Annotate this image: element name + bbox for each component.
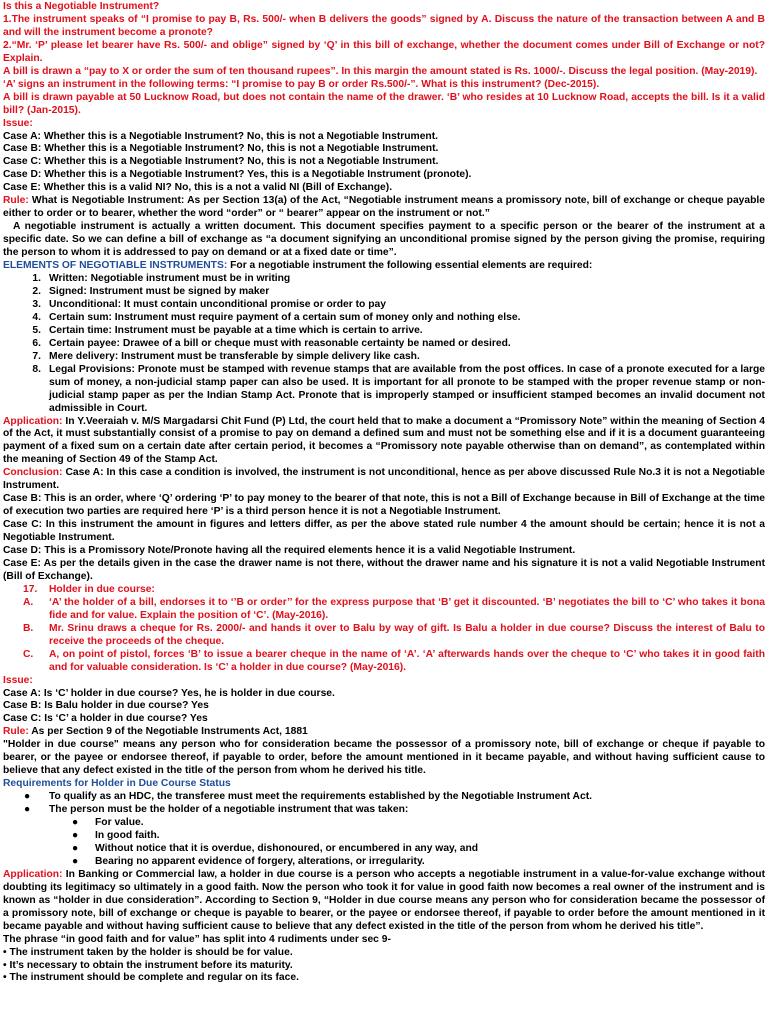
rule-definition-paragraph: A negotiable instrument is actually a written document. This document specifies payment to a specific person or the bearer of the instrument at a specific date. So we can define a bill of exchange as “a document signifying an unconditional promise signed by the person giving the promise, requiring the person to whom it is addressed to pay on demand or at a fixed date or time”. [3, 221, 765, 259]
bullet-icon: ● [72, 842, 79, 854]
application-2-point-3: • The instrument should be complete and regular on its face. [3, 972, 299, 984]
list-number: 4. [32, 311, 41, 323]
hdc-letter: C. [23, 648, 34, 660]
application-paragraph [3, 416, 765, 468]
list-text: To qualify as an HDC, the transferee must meet the requirements established by the Negotiable Instrument Act. [49, 791, 592, 803]
rule-2-text: As per Section 9 of the Negotiable Instruments Act, 1881 [28, 726, 308, 738]
list-item [3, 312, 765, 325]
list-number: 8. [32, 363, 41, 375]
list-text: Bearing no apparent evidence of forgery, alterations, or irregularity. [95, 855, 425, 867]
issue-case-e: Case E: Whether this is a valid NI? No, this is a not a valid NI (Bill of Exchange). [3, 182, 393, 194]
list-number: 7. [32, 350, 41, 362]
hdc-letter: A. [23, 596, 34, 608]
list-text: Unconditional: It must contain unconditional promise or order to pay [49, 298, 386, 310]
list-number: 5. [32, 324, 41, 336]
list-item [3, 817, 765, 830]
hdc-title: Holder in due course: [49, 583, 155, 595]
requirements-list [3, 791, 765, 817]
question-3: A bill is drawn a “pay to X or order the sum of ten thousand rupees”. In this margin the amount stated is Rs. 1000/-. Discuss the legal position. (May-2019). [3, 65, 758, 77]
list-text: For value. [95, 817, 144, 829]
requirements-sublist [3, 817, 765, 869]
list-number: 3. [32, 298, 41, 310]
questions-title: Is this a Negotiable Instrument? [3, 1, 160, 12]
application-2-point-1: • The instrument taken by the holder is should be for value. [3, 946, 293, 958]
requirements-heading: Requirements for Holder in Due Course Status [3, 778, 231, 790]
question-4: ‘A’ signs an instrument in the following terms: “I promise to pay B or order Rs.500/-”. What is this instrument? (Dec-2015). [3, 78, 600, 90]
list-text: Certain sum: Instrument must require payment of a certain sum of money only and nothing else. [49, 311, 521, 323]
application-2-phrase: The phrase “in good faith and for value” has split into 4 rudiments under sec 9- [3, 933, 391, 945]
hdc-text: Mr. Srinu draws a cheque for Rs. 2000/- and hands it over to Balu by way of gift. Is Balu a holder in due course? Discuss the interest of Balu to receive the proceeds of the cheque. [49, 622, 765, 647]
hdc-letter: B. [23, 622, 34, 634]
bullet-icon: ● [24, 804, 31, 816]
issue-2-case-a: Case A: Is ‘C’ holder in due course? Yes, he is holder in due course. [3, 687, 335, 699]
list-item [3, 830, 765, 843]
rule-paragraph [3, 195, 765, 221]
question-2: 2.“Mr. ‘P’ please let bearer have Rs. 500/- and oblige” signed by ‘Q’ in this bill of exchange, whether the document comes under Bill of Exchange or not? Explain. [3, 39, 765, 64]
issue-case-b: Case B: Whether this is a Negotiable Instrument? No, this is not a Negotiable Instrument. [3, 143, 439, 155]
list-text: Mere delivery: Instrument must be transferable by simple delivery like cash. [49, 350, 420, 362]
list-item [3, 351, 765, 364]
hdc-question-a [3, 597, 765, 623]
list-item [3, 299, 765, 312]
list-text: Signed: Instrument must be signed by maker [49, 285, 270, 297]
list-text: Written: Negotiable instrument must be in writing [49, 273, 291, 285]
application-text: In Y.Veeraiah v. M/S Margadarsi Chit Fund (P) Ltd, the court held that to make a document a “Promissory Note” within the meaning of Section 4 of the Act, it must substantially consist of a promise to pay on demand a defined sum and must not be something else and if it is a document guaranteeing payment of a fixed sum on a certain date after certain period, it becomes a “Promissory note payable otherwise than on demand”, as contemplated within the meaning of Section 49 of the Stamp Act. [3, 415, 765, 466]
question-5: A bill is drawn payable at 50 Lucknow Road, but does not contain the name of the drawer. ‘B’ who resides at 10 Lucknow Road, accepts the bill. Is it a valid bill? (Jan-2015). [3, 91, 765, 116]
rule-2-label: Rule: [3, 726, 29, 738]
conclusion-case-b: Case B: This is an order, where ‘Q’ ordering ‘P’ to pay money to the bearer of that note, this is not a Bill of Exchange because in Bill of Exchange at the time of execution two parties are required here ‘P’ is a third person hence it is not a Negotiable Instrument. [3, 493, 765, 518]
list-item [3, 338, 765, 351]
list-item [3, 286, 765, 299]
application-2-point-2: • It’s necessary to obtain the instrument before its maturity. [3, 959, 293, 971]
rule-2-paragraph [3, 726, 765, 739]
question-1: 1.The instrument speaks of “I promise to pay B, Rs. 500/- when B delivers the goods” signed by A. Discuss the nature of the transaction between A and B and will the instrument become a pronote? [3, 13, 765, 38]
list-text: Certain time: Instrument must be payable at a time which is certain to arrive. [49, 324, 423, 336]
bullet-icon: ● [72, 855, 79, 867]
list-item [3, 791, 765, 804]
bullet-icon: ● [72, 830, 79, 841]
application-2-paragraph [3, 869, 765, 934]
list-item [3, 856, 765, 869]
elements-list [3, 273, 765, 415]
rule-text: What is Negotiable Instrument: As per Section 13(a) of the Act, “Negotiable instrument means a promissory note, bill of exchange or cheque payable either to order or to bearer, whether the word “order” or “ bearer” appear on the instrument or not.” [3, 195, 765, 220]
list-number: 2. [32, 285, 41, 297]
list-item [3, 273, 765, 286]
conclusion-case-d: Case D: This is a Promissory Note/Pronote having all the required elements hence it is a valid Negotiable Instrument. [3, 545, 576, 557]
bullet-icon: ● [72, 817, 79, 829]
issue-case-c: Case C: Whether this is a Negotiable Instrument? No, this is not a Negotiable Instrument. [3, 156, 439, 168]
list-number: 1. [32, 273, 41, 285]
list-text: Legal Provisions: Pronote must be stamped with revenue stamps that are available from the post offices. In case of a pronote executed for a large sum of money, a non-judicial stamp paper can also be used. It is important for all pronote to be stamped with the proper revenue stamp or non-judicial stamp paper as per the Indian Stamp Act. Pronote that is improperly stamped or insufficient stamped becomes an invalid document not admissible in Court. [49, 363, 765, 414]
conclusion-text-a: Case A: In this case a condition is involved, the instrument is not unconditional, hence as per above discussed Rule No.3 it is not a Negotiable Instrument. [3, 467, 765, 492]
list-item [3, 364, 765, 416]
list-text: The person must be the holder of a negotiable instrument that was taken: [49, 804, 409, 816]
application-label: Application: [3, 415, 63, 427]
conclusion-case-c: Case C: In this instrument the amount in figures and letters differ, as per the above stated rule number 4 the amount should be certain; hence it is not a Negotiable Instrument. [3, 519, 765, 544]
hdc-question-c [3, 649, 765, 675]
rule-label: Rule: [3, 195, 29, 207]
rule-2-quote: "Holder in due course" means any person who for consideration became the possessor of a promissory note, bill of exchange or cheque if payable to bearer, or the payee or endorsee thereof, if payable to order, before the amount mentioned in it became payable, and without having sufficient cause to believe that any defect existed in the title of the person from whom he derived his title. [3, 739, 765, 777]
hdc-question-b [3, 623, 765, 649]
list-text: Certain payee: Drawee of a bill or cheque must with reasonable certainty be named or desired. [49, 337, 511, 349]
list-item [3, 325, 765, 338]
application-2-text: In Banking or Commercial law, a holder in due course is a person who accepts a negotiable instrument in a value-for-value exchange without doubting its legitimacy so ultimately in a good faith. Now the person who took it for value in good faith now becomes a real owner of the instrument and is known as “holder in due consideration”. According to Section 9, “Holder in due course means any person who for consideration became the possessor of a promissory note, bill of exchange or cheque is payable to bearer, or the payee or endorsee thereof, if payable to order before the amount mentioned in it became payable and without having sufficient cause to believe that any defect existed in the title of the person from whom he derived his title”. [3, 868, 765, 932]
conclusion-label: Conclusion: [3, 467, 63, 479]
elements-heading: ELEMENTS OF NEGOTIABLE INSTRUMENTS: [3, 260, 228, 272]
hdc-text: ‘A’ the holder of a bill, endorses it to ‘’B or order’’ for the express purpose that ‘B’ get it discounted. ‘B’ negotiates the bill to ‘C’ who takes it bona fide and for value. Explain the position of ‘C’. (May-2016). [49, 596, 765, 621]
list-item [3, 804, 765, 817]
elements-intro [3, 260, 765, 273]
issue-2-case-c: Case C: Is ‘C’ a holder in due course? Yes [3, 713, 208, 725]
list-item [3, 843, 765, 856]
issue-2-label: Issue: [3, 674, 33, 686]
list-text: In good faith. [95, 830, 160, 841]
hdc-heading [3, 584, 765, 597]
list-number: 6. [32, 337, 41, 349]
conclusion-case-a [3, 467, 765, 493]
issue-case-d: Case D: Whether this is a Negotiable Instrument? Yes, this is a Negotiable Instrument (pronote). [3, 169, 472, 181]
hdc-number: 17. [23, 583, 38, 595]
conclusion-case-e: Case E: As per the details given in the case the drawer name is not there, without the drawer name and his signature it is not a valid Negotiable Instrument (Bill of Exchange). [3, 557, 765, 582]
hdc-text: A, on point of pistol, forces ‘B’ to issue a bearer cheque in the name of ‘A’. ‘A’ afterwards hands over the cheque to ‘C’ who takes it in good faith and for valuable consideration. Is ‘C’ a holder in due course? (May-2016). [49, 648, 765, 673]
bullet-icon: ● [24, 791, 31, 803]
issue-2-case-b: Case B: Is Balu holder in due course? Yes [3, 700, 209, 712]
application-2-label: Application: [3, 868, 63, 880]
list-text: Without notice that it is overdue, dishonoured, or encumbered in any way, and [95, 842, 479, 854]
issue-case-a: Case A: Whether this is a Negotiable Instrument? No, this is not a Negotiable Instrument. [3, 130, 439, 142]
issue-label: Issue: [3, 117, 33, 129]
elements-intro-text: For a negotiable instrument the following essential elements are required: [227, 260, 593, 272]
